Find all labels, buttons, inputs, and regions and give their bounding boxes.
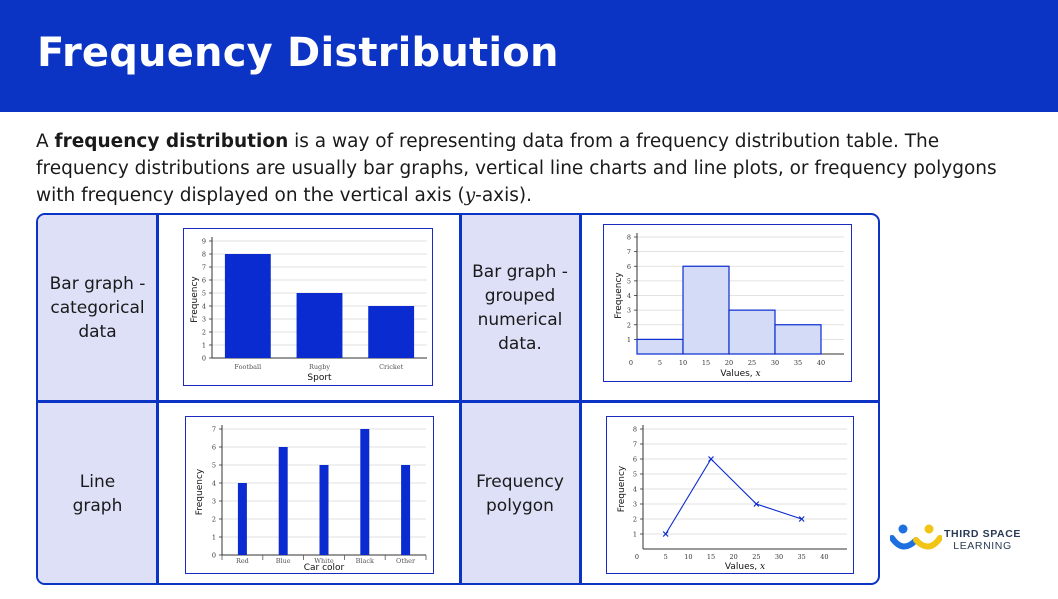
logo-line2: LEARNING [953, 540, 1012, 552]
histogram-bar [775, 325, 821, 354]
y-tick-label: 3 [211, 497, 216, 506]
x-tick-label: Blue [275, 557, 291, 565]
histogram-chart [603, 224, 852, 382]
x-axis-label: Sport [307, 373, 332, 383]
y-tick-label: 4 [626, 292, 631, 300]
x-tick-label: 0 [634, 553, 640, 561]
y-tick-label: 2 [201, 328, 206, 337]
y-tick-label: 5 [626, 277, 631, 286]
x-tick-label: 20 [729, 553, 738, 561]
histogram-bar [729, 310, 775, 354]
line-bar [360, 429, 369, 555]
x-tick-label: 15 [706, 553, 716, 561]
examples-grid [36, 213, 880, 585]
y-tick-label: 4 [201, 302, 206, 311]
y-tick-label: 3 [632, 500, 637, 509]
y-tick-label: 3 [201, 315, 206, 324]
y-tick-label: 6 [201, 276, 206, 285]
y-tick-label: 0 [211, 551, 216, 560]
y-tick-label: 5 [201, 289, 206, 298]
y-tick-label: 7 [626, 248, 631, 257]
x-tick-label: 10 [684, 553, 693, 561]
y-tick-label: 6 [632, 455, 637, 464]
x-tick-label: 40 [816, 359, 826, 367]
label-line-graph: Line graph [38, 402, 157, 585]
y-tick-label: 1 [626, 335, 631, 344]
y-tick-label: 8 [632, 425, 637, 434]
x-tick-label: White [314, 557, 334, 565]
y-tick-label: 7 [201, 263, 206, 272]
x-tick-label: 0 [628, 359, 634, 367]
x-tick-label: 25 [752, 553, 761, 561]
logo-icon [890, 522, 942, 556]
x-axis-label: Values, x [724, 562, 766, 572]
x-tick-label: 40 [820, 553, 829, 561]
x-tick-label: 20 [724, 359, 734, 367]
intro-term: frequency distribution [54, 131, 289, 152]
line-bar [401, 465, 410, 555]
x-tick-label: 30 [774, 553, 784, 561]
x-tick-label: Rugby [308, 363, 331, 371]
y-tick-label: 2 [211, 515, 216, 524]
intro-text-start: A [36, 131, 55, 152]
line-bar [320, 465, 329, 555]
x-tick-label: Other [396, 557, 416, 565]
y-axis-label: Frequency [190, 276, 200, 323]
page-title: Frequency Distribution [37, 30, 559, 76]
x-tick-label: 5 [657, 359, 663, 367]
intro-text-body: is a way of representing data from a frequency distribution table. The frequency distributions are usually bar graphs, vertical line charts and line plots, or frequency polygons with frequency displayed on the vertical axis ( [36, 131, 997, 206]
label-frequency-polygon: Frequency polygon [460, 402, 580, 585]
y-tick-label: 1 [201, 341, 206, 350]
x-tick-label: 35 [797, 553, 806, 561]
y-tick-label: 8 [201, 250, 206, 259]
label-bar-categorical: Bar graph - categorical data [38, 215, 157, 401]
x-tick-label: 30 [770, 359, 780, 367]
x-tick-label: 25 [747, 359, 757, 367]
x-tick-label: 15 [701, 359, 711, 367]
y-tick-label: 4 [211, 479, 216, 488]
header-banner [0, 0, 1058, 112]
y-axis-label: Frequency [614, 272, 624, 319]
polygon-line [666, 459, 802, 534]
intro-paragraph [36, 128, 1026, 209]
y-tick-label: 1 [211, 533, 216, 542]
y-axis-label: Frequency [195, 468, 205, 516]
y-tick-label: 2 [626, 321, 631, 330]
y-tick-label: 4 [632, 485, 637, 494]
logo-line1: THIRD SPACE [944, 528, 1021, 540]
intro-variable: y [464, 185, 476, 206]
y-tick-label: 5 [211, 461, 216, 470]
x-tick-label: 10 [678, 359, 688, 367]
bar [225, 254, 271, 358]
line-bar [238, 483, 247, 555]
y-tick-label: 2 [632, 515, 637, 524]
label-bar-grouped: Bar graph - grouped numerical data. [460, 215, 580, 401]
y-tick-label: 6 [211, 443, 216, 452]
y-tick-label: 3 [626, 306, 631, 315]
bar [368, 306, 414, 358]
x-tick-label: Red [235, 557, 249, 565]
x-tick-label: Football [234, 363, 262, 371]
x-tick-label: Cricket [379, 363, 404, 371]
grid-divider [38, 400, 880, 403]
third-space-learning-logo [890, 522, 1040, 556]
y-tick-label: 1 [632, 530, 637, 539]
y-tick-label: 6 [626, 262, 631, 271]
bar-graph-categorical-chart [183, 228, 433, 386]
bar [297, 293, 343, 358]
x-axis-label: Values, x [720, 369, 761, 379]
intro-text-end: -axis). [475, 185, 532, 206]
x-axis-label: Car color [303, 563, 345, 573]
y-tick-label: 8 [626, 233, 631, 242]
y-tick-label: 7 [211, 425, 216, 434]
y-tick-label: 0 [201, 354, 206, 363]
line-bar [279, 447, 288, 555]
frequency-polygon-chart [606, 416, 854, 574]
y-tick-label: 9 [201, 237, 206, 246]
histogram-bar [683, 266, 729, 354]
y-tick-label: 7 [632, 440, 637, 449]
x-tick-label: 35 [793, 359, 803, 367]
x-tick-label: 5 [663, 553, 668, 561]
histogram-bar [637, 339, 683, 354]
x-tick-label: Black [355, 557, 374, 565]
line-graph-chart [185, 416, 434, 574]
y-tick-label: 5 [632, 470, 637, 479]
y-axis-label: Frequency [617, 465, 627, 513]
